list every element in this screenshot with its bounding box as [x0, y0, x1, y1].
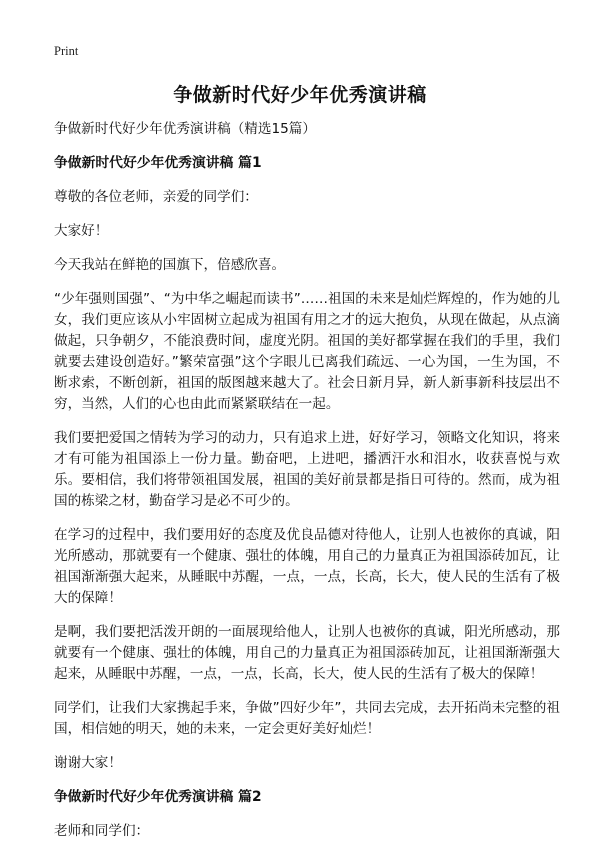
paragraph: 老师和同学们：: [54, 823, 150, 839]
document-subtitle: 争做新时代好少年优秀演讲稿（精选15篇）: [54, 121, 316, 137]
paragraph: 同学们，让我们大家携起手来，争做”四好少年”，共同去完成，去开拓尚未完整的祖国，相信她的明天，她的未来，一定会更好美好灿烂！: [54, 700, 560, 737]
page-title: 争做新时代好少年优秀演讲稿: [173, 84, 427, 106]
paragraph: 在学习的过程中，我们要用好的态度及优良品德对待他人，让别人也被你的真诚，阳光所感动，那就要有一个健康、强壮的体魄，用自己的力量真正为祖国添砖加瓦，让祖国渐渐强大起来，从睡眠中苏醒，一点，一点，长高，长大，使人民的生活有了极大的保障！: [54, 527, 560, 606]
paragraph: 今天我站在鲜艳的国旗下，倍感欣喜。: [54, 257, 286, 273]
paragraph: “少年强则国强”、“为中华之崛起而读书”……祖国的未来是灿烂辉煌的，作为她的儿女，我们更应该从小牢固树立起成为祖国有用之才的远大抱负，从现在做起，从点滴做起，只争朝夕，不能浪费时间，虚度光阴。祖国的美好都掌握在我们的手里，我们就要去建设创造好。”繁荣富强”这个字眼儿已离我们疏远、一心为国，一生为国，不断求索，不断创新，祖国的版图越来越大了。社会日新月异，新人新事新科技层出不穷，当然，人们的心也由此而紧紧联结在一起。: [54, 291, 560, 412]
document-body: [54, 119, 560, 855]
print-link[interactable]: Print: [54, 44, 79, 58]
section-heading: 争做新时代好少年优秀演讲稿 篇2: [54, 789, 262, 805]
paragraph: 我们要把爱国之情转为学习的动力，只有追求上进，好好学习，领略文化知识，将来才有可能为祖国添上一份力量。勤奋吧，上进吧，播洒汗水和泪水，收获喜悦与欢乐。要相信，我们将带领祖国发展，祖国的美好前景都是指日可待的。然而，成为祖国的栋梁之材，勤奋学习是必不可少的。: [54, 430, 560, 509]
paragraph: 尊敬的各位老师，亲爱的同学们：: [54, 189, 258, 205]
paragraph: 是啊，我们要把活泼开朗的一面展现给他人，让别人也被你的真诚，阳光所感动，那就要有一个健康、强壮的体魄，用自己的力量真正为祖国添砖加瓦，让祖国渐渐强大起来，从睡眠中苏醒，一点，一点，长高，长大，使人民的生活有了极大的保障！: [54, 624, 560, 682]
paragraph: 谢谢大家！: [54, 755, 122, 771]
paragraph: 大家好！: [54, 223, 109, 239]
section-heading: 争做新时代好少年优秀演讲稿 篇1: [54, 155, 262, 171]
